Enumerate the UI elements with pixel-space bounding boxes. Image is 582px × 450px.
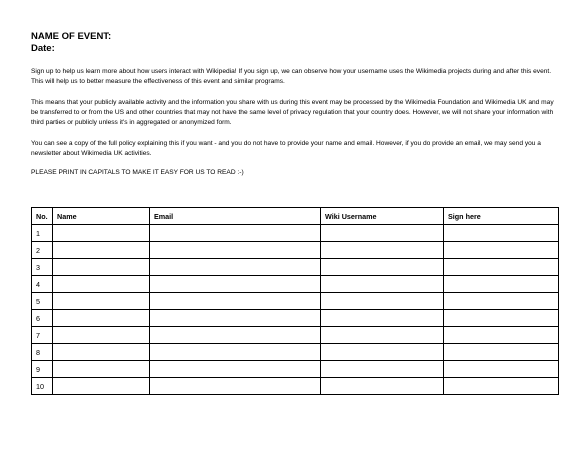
header-no: No. bbox=[32, 208, 53, 225]
signup-rows bbox=[32, 225, 559, 395]
table-row bbox=[32, 242, 559, 259]
signature-cell[interactable] bbox=[444, 293, 559, 310]
table-header-row bbox=[32, 208, 559, 225]
email-cell[interactable] bbox=[150, 293, 321, 310]
wiki-username-cell[interactable] bbox=[321, 225, 444, 242]
name-cell[interactable] bbox=[53, 327, 150, 344]
signature-cell[interactable] bbox=[444, 361, 559, 378]
email-cell[interactable] bbox=[150, 276, 321, 293]
email-cell[interactable] bbox=[150, 344, 321, 361]
wiki-username-cell[interactable] bbox=[321, 242, 444, 259]
row-number: 2 bbox=[32, 242, 53, 259]
event-date-label: Date: bbox=[31, 43, 55, 54]
name-cell[interactable] bbox=[53, 310, 150, 327]
row-number: 8 bbox=[32, 344, 53, 361]
row-number: 4 bbox=[32, 276, 53, 293]
signature-cell[interactable] bbox=[444, 344, 559, 361]
name-cell[interactable] bbox=[53, 378, 150, 395]
email-cell[interactable] bbox=[150, 310, 321, 327]
signature-cell[interactable] bbox=[444, 327, 559, 344]
name-cell[interactable] bbox=[53, 259, 150, 276]
signature-cell[interactable] bbox=[444, 276, 559, 293]
table-row bbox=[32, 310, 559, 327]
table-row bbox=[32, 259, 559, 276]
wiki-username-cell[interactable] bbox=[321, 259, 444, 276]
table-row bbox=[32, 344, 559, 361]
name-cell[interactable] bbox=[53, 276, 150, 293]
table-row bbox=[32, 293, 559, 310]
row-number: 1 bbox=[32, 225, 53, 242]
name-cell[interactable] bbox=[53, 361, 150, 378]
header-email: Email bbox=[150, 208, 321, 225]
email-cell[interactable] bbox=[150, 327, 321, 344]
row-number: 9 bbox=[32, 361, 53, 378]
signature-cell[interactable] bbox=[444, 310, 559, 327]
signature-cell[interactable] bbox=[444, 378, 559, 395]
signup-table bbox=[31, 207, 559, 395]
event-name-label: NAME OF EVENT: bbox=[31, 31, 112, 42]
name-cell[interactable] bbox=[53, 344, 150, 361]
table-row bbox=[32, 378, 559, 395]
signature-cell[interactable] bbox=[444, 242, 559, 259]
table-row bbox=[32, 327, 559, 344]
row-number: 3 bbox=[32, 259, 53, 276]
wiki-username-cell[interactable] bbox=[321, 327, 444, 344]
row-number: 10 bbox=[32, 378, 53, 395]
wiki-username-cell[interactable] bbox=[321, 378, 444, 395]
name-cell[interactable] bbox=[53, 225, 150, 242]
table-row bbox=[32, 276, 559, 293]
header-name: Name bbox=[53, 208, 150, 225]
row-number: 5 bbox=[32, 293, 53, 310]
policy-paragraph: You can see a copy of the full policy explaining this if you want - and you do not have to provide your name and email. However, if you do provide an email, we may send you a newsletter about Wikimedia UK activities. bbox=[31, 140, 541, 157]
email-cell[interactable] bbox=[150, 225, 321, 242]
print-instruction: PLEASE PRINT IN CAPITALS TO MAKE IT EASY FOR US TO READ :-) bbox=[31, 169, 244, 176]
wiki-username-cell[interactable] bbox=[321, 344, 444, 361]
name-cell[interactable] bbox=[53, 242, 150, 259]
email-cell[interactable] bbox=[150, 259, 321, 276]
row-number: 6 bbox=[32, 310, 53, 327]
table-row bbox=[32, 361, 559, 378]
header-sign-here: Sign here bbox=[444, 208, 559, 225]
signature-cell[interactable] bbox=[444, 259, 559, 276]
signature-cell[interactable] bbox=[444, 225, 559, 242]
name-cell[interactable] bbox=[53, 293, 150, 310]
row-number: 7 bbox=[32, 327, 53, 344]
wiki-username-cell[interactable] bbox=[321, 276, 444, 293]
intro-paragraph: Sign up to help us learn more about how users interact with Wikipedia! If you sign up, we can observe how your username uses the Wikimedia projects during and after this event. This will help us to better measure the effectiveness of this event and similar programs. bbox=[31, 68, 552, 85]
email-cell[interactable] bbox=[150, 361, 321, 378]
wiki-username-cell[interactable] bbox=[321, 310, 444, 327]
email-cell[interactable] bbox=[150, 378, 321, 395]
wiki-username-cell[interactable] bbox=[321, 361, 444, 378]
privacy-paragraph: This means that your publicly available activity and the information you share with us during this event may be processed by the Wikimedia Foundation and Wikimedia UK and may be transferred to or from the US and other countries that may not have the same level of privacy regulation that your country does. However, we will not share your information with third parties or publicly unless it's in aggregated or anonymized form. bbox=[31, 99, 554, 126]
header-wiki-username: Wiki Username bbox=[321, 208, 444, 225]
wiki-username-cell[interactable] bbox=[321, 293, 444, 310]
email-cell[interactable] bbox=[150, 242, 321, 259]
table-row bbox=[32, 225, 559, 242]
